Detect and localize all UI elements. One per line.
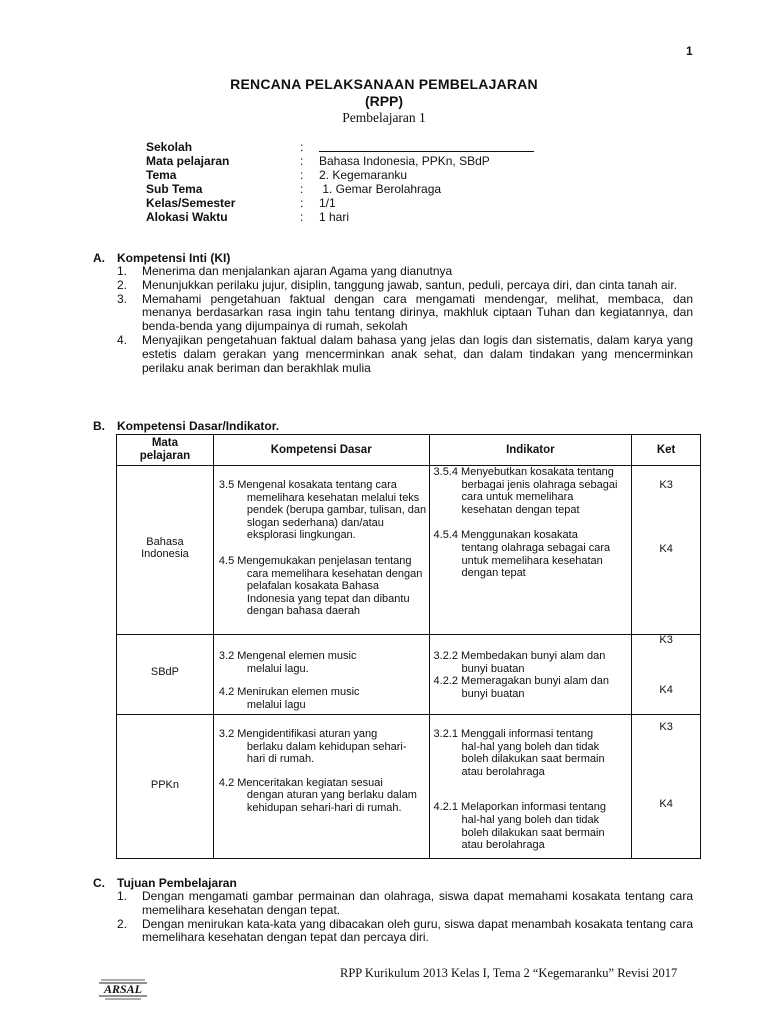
session-label: Pembelajaran 1 <box>342 110 426 125</box>
publisher-logo <box>97 975 149 1004</box>
indicator-cell <box>429 466 632 635</box>
list-item <box>117 293 693 334</box>
ket-label: K4 <box>659 683 673 696</box>
indicator-cell <box>429 715 632 859</box>
subject-name: SBdP <box>150 666 180 678</box>
column-header: Mata pelajaran <box>117 435 214 466</box>
ket-cell <box>632 715 701 859</box>
indicator-item: 4.2.1 Melaporkan informasi tentang hal-hal yang boleh dan tidak boleh dilakukan saat bermain atau berolahraga <box>433 801 606 852</box>
table-header-row <box>117 435 701 466</box>
list-item <box>117 334 693 375</box>
subject-name: PPKn <box>150 779 180 791</box>
document-title: RENCANA PELAKSANAAN PEMBELAJARAN <box>230 76 538 92</box>
identity-value: 1. Gemar Berolahraga <box>319 182 442 196</box>
identity-colon: : <box>300 168 304 182</box>
ket-label: K3 <box>659 721 673 733</box>
indicator-item: 3.2.2 Membedakan bunyi alam dan bunyi buatan <box>433 650 606 675</box>
ket-label: K4 <box>659 542 673 555</box>
kd-cell <box>213 635 429 715</box>
kd-cell <box>213 715 429 859</box>
ket-label: K3 <box>659 479 673 491</box>
document-subtitle: (RPP) <box>364 93 404 109</box>
subject-cell <box>117 466 214 635</box>
identity-label: Kelas/Semester <box>146 196 236 210</box>
kd-item: 4.2 Menirukan elemen music melalui lagu <box>218 686 360 711</box>
list-item <box>117 265 693 279</box>
column-header: Indikator <box>429 435 632 466</box>
subject-cell <box>117 635 214 715</box>
svg-text:ARSAL: ARSAL <box>103 982 143 996</box>
section-letter: C. <box>93 876 105 890</box>
page-footer: RPP Kurikulum 2013 Kelas I, Tema 2 “Kegemaranku” Revisi 2017 <box>340 966 678 980</box>
list-text: Dengan mengamati gambar permainan dan olahraga, siswa dapat memahami kosakata tentang cara memelihara kesehatan dengan tepat. <box>142 889 693 917</box>
section-title: Tujuan Pembelajaran <box>117 876 237 890</box>
column-header: Kompetensi Dasar <box>213 435 429 466</box>
identity-colon: : <box>300 210 304 224</box>
list-item <box>117 279 693 293</box>
table-row <box>117 635 701 715</box>
list-text: Menerima dan menjalankan ajaran Agama yang dianutnya <box>142 264 453 278</box>
identity-label: Sub Tema <box>146 182 203 196</box>
column-header: Ket <box>632 435 701 466</box>
indicator-cell <box>429 635 632 715</box>
list-item <box>117 890 693 918</box>
list-text: Menyajikan pengetahuan faktual dalam bahasa yang jelas dan logis dan sistematis, dalam karya yang estetis dalam gerakan yang mencerminkan anak sehat, dan dalam tindakan yang mencerminkan perilaku anak beriman dan berakhlak mulia <box>142 332 693 375</box>
kd-item: 4.2 Menceritakan kegiatan sesuai dengan aturan yang berlaku dalam kehidupan sehari-hari di rumah. <box>218 776 417 814</box>
list-text: Menunjukkan perilaku jujur, disiplin, tanggung jawab, santun, peduli, percaya diri, dan cinta tanah air. <box>142 277 678 292</box>
section-letter: A. <box>93 251 105 265</box>
kd-item: 3.2 Mengenal elemen music melalui lagu. <box>218 650 357 675</box>
list-number: 1. <box>117 264 128 278</box>
list-number: 1. <box>117 889 128 903</box>
list-number: 3. <box>117 291 128 306</box>
ket-cell <box>632 466 701 635</box>
ket-label: K3 <box>659 634 673 646</box>
competence-table <box>116 434 701 859</box>
identity-colon: : <box>300 140 304 154</box>
section-letter: B. <box>93 419 105 433</box>
table-row <box>117 715 701 859</box>
list-text: Dengan menirukan kata-kata yang dibacakan oleh guru, siswa dapat menambah kosakata tentang cara memelihara kesehatan dengan tepat dan percaya diri. <box>142 916 693 945</box>
section-title: Kompetensi Inti (KI) <box>117 251 231 265</box>
identity-label: Alokasi Waktu <box>146 210 228 224</box>
core-competence-list <box>117 265 693 375</box>
kd-cell <box>213 466 429 635</box>
section-title: Kompetensi Dasar/Indikator. <box>117 419 280 433</box>
indicator-item: 3.2.1 Menggali informasi tentang hal-hal yang boleh dan tidak boleh dilakukan saat bermain atau berolahraga <box>433 728 605 778</box>
indicator-item: 4.5.4 Menggunakan kosakata tentang olahraga sebagai cara untuk memelihara kesehatan dengan tepat <box>433 529 611 580</box>
blank-fill-line <box>319 151 534 152</box>
list-text: Memahami pengetahuan faktual dengan cara mengamati mendengar, melihat, membaca, dan menanya berdasarkan rasa ingin tahu tentang dirinya, makhluk ciptaan Tuhan dan kegiatannya, dan benda-benda yang dijumpainya di rumah, sekolah <box>142 291 693 334</box>
subject-name: Bahasa Indonesia <box>141 536 189 560</box>
kd-item: 4.5 Mengemukakan penjelasan tentang cara memelihara kesehatan dengan pelafalan kosakata Bahasa Indonesia yang tepat dan dibantu dengan bahasa daerah <box>218 554 423 618</box>
list-number: 2. <box>117 916 128 931</box>
list-item <box>117 918 693 946</box>
indicator-item: 3.5.4 Menyebutkan kosakata tentang berbagai jenis olahraga sebagai cara untuk memelihara kesehatan dengan tepat <box>433 466 618 516</box>
identity-label: Mata pelajaran <box>146 154 230 168</box>
kd-item: 3.2 Mengidentifikasi aturan yang berlaku dalam kehidupan sehari-hari di rumah. <box>218 728 407 766</box>
ket-label: K4 <box>659 797 673 810</box>
table-row <box>117 466 701 635</box>
identity-value: 1 hari <box>319 210 350 224</box>
ket-cell <box>632 635 701 715</box>
identity-colon: : <box>300 196 304 210</box>
identity-colon: : <box>300 182 304 196</box>
identity-value: 2. Kegemaranku <box>319 168 408 182</box>
list-number: 4. <box>117 332 128 347</box>
page-number: 1 <box>686 44 693 58</box>
list-number: 2. <box>117 277 128 292</box>
identity-colon: : <box>300 154 304 168</box>
kd-item: 3.5 Mengenal kosakata tentang cara memelihara kesehatan melalui teks pendek (berupa gambar, tulisan, dan slogan sederhana) dan/atau eksplorasi lingkungan. <box>218 479 427 542</box>
identity-label: Sekolah <box>146 140 193 154</box>
logo-graphic <box>97 975 149 1001</box>
learning-objectives-list <box>117 890 693 945</box>
identity-value: Bahasa Indonesia, PPKn, SBdP <box>319 154 490 168</box>
subject-cell <box>117 715 214 859</box>
identity-label: Tema <box>146 168 177 182</box>
identity-value: 1/1 <box>319 196 336 210</box>
indicator-item: 4.2.2 Memeragakan bunyi alam dan bunyi buatan <box>433 675 610 700</box>
